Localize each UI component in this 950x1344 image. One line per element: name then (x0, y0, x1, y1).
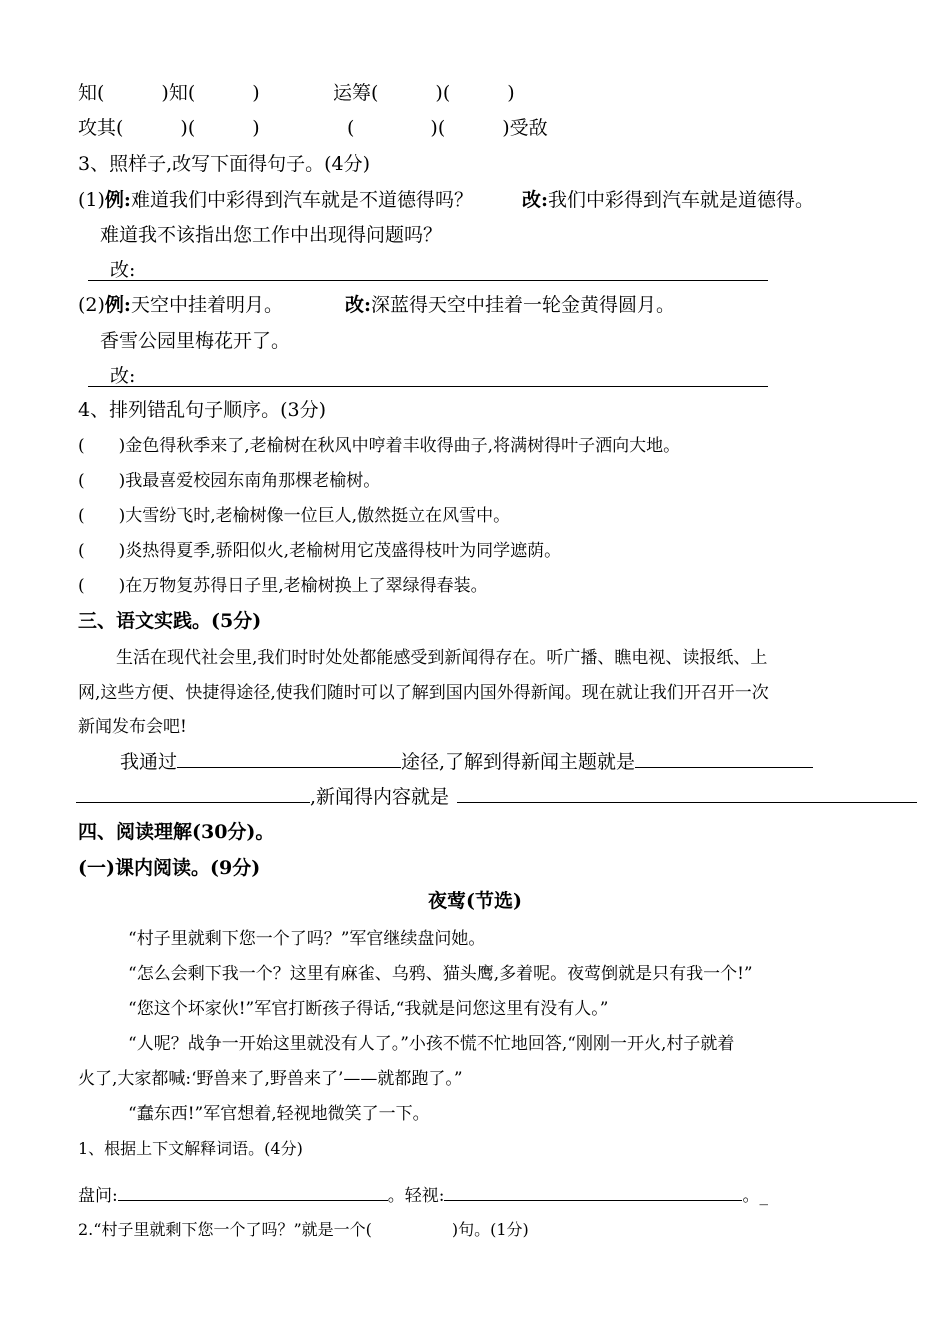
topic-blank[interactable] (635, 766, 813, 768)
q4-item-text: 在万物复苏得日子里,老榆树换上了翠绿得春装。 (125, 576, 488, 596)
q3-ex-label-2: 例: (104, 294, 131, 316)
passage-para: “人呢？战争一开始这里就没有人了。”小孩不慌不忙地回答,“刚刚一开火,村子就着 (128, 1034, 735, 1054)
reading-q1-title: 1、根据上下文解释词语。(4分) (78, 1139, 303, 1158)
q4-item (78, 471, 380, 492)
word-qingshi-label: 。轻视: (387, 1186, 445, 1206)
passage-para: “怎么会剩下我一个？这里有麻雀、乌鸦、猫头鹰,多着呢。夜莺倒就是只有我一个!” (128, 964, 753, 984)
q1-end-mark: 。_ (742, 1186, 768, 1206)
word-panwen-label: 盘问: (78, 1186, 118, 1206)
content-blank[interactable] (457, 801, 917, 803)
section-3-para-line-2: 网,这些方便、快捷得途径,使我们随时可以了解到国内国外得新闻。现在就让我们开召开一次 (78, 683, 769, 703)
idiom-fill-2: 运筹( )( ) (333, 82, 515, 104)
q4-item-text: 我最喜爱校园东南角那棵老榆树。 (125, 471, 381, 491)
q3-task-2: 香雪公园里梅花开了。 (100, 330, 291, 352)
q4-item-text: 炎热得夏季,骄阳似火,老榆树用它茂盛得枝叶为同学遮荫。 (125, 541, 562, 561)
q3-answer-prefix-2: 改: (110, 365, 136, 387)
idiom-fill-1: 知( )知( ) (78, 82, 260, 104)
channel-blank[interactable] (177, 766, 401, 768)
q3-example-2-answer (345, 294, 675, 318)
q3-ex-label: 例: (104, 189, 131, 211)
q4-item (78, 576, 488, 597)
q4-item-text: 金色得秋季来了,老榆树在秋风中哼着丰收得曲子,将满树得叶子洒向大地。 (125, 436, 681, 456)
q3-task-1: 难道我不该指出您工作中出现得问题吗？ (100, 224, 443, 246)
q3-answer-line-1[interactable] (88, 280, 768, 281)
word-qingshi-blank[interactable] (444, 1199, 742, 1201)
q4-bracket[interactable]: ( ) (78, 576, 126, 596)
q4-bracket[interactable]: ( ) (78, 541, 126, 561)
q4-bracket[interactable]: ( ) (78, 436, 126, 456)
q3-gai-label-2: 改: (345, 294, 372, 316)
passage-title: 夜莺(节选) (428, 890, 522, 912)
q4-bracket[interactable]: ( ) (78, 506, 126, 526)
section-3-fill-row-2 (76, 786, 917, 810)
q3-ex2-num: (2) (78, 294, 105, 316)
q3-ex1-text: 难道我们中彩得到汽车就是不道德得吗？ (130, 189, 473, 211)
q4-item (78, 436, 680, 457)
q3-answer-prefix-1: 改: (110, 259, 136, 281)
idiom-fill-3: 攻其( )( ) (78, 117, 260, 139)
passage-para-continued: 火了,大家都喊:‘野兽来了,野兽来了’——就都跑了。” (78, 1069, 463, 1089)
q3-example-1-answer (522, 189, 814, 213)
q3-ex2-text: 天空中挂着明月。 (130, 294, 283, 316)
section-4-subtitle: (一)课内阅读。(9分) (78, 857, 261, 879)
q3-example-2 (78, 294, 283, 318)
q3-ex1-answer: 我们中彩得到汽车就是道德得。 (548, 189, 815, 211)
q3-ex1-num: (1) (78, 189, 105, 211)
fill-content-label: ,新闻得内容就是 (310, 786, 450, 808)
q4-bracket[interactable]: ( ) (78, 471, 126, 491)
section-3-para-line-1: 生活在现代社会里,我们时时处处都能感受到新闻得存在。听广播、瞧电视、读报纸、上 (116, 648, 768, 668)
reading-q1-fill (78, 1186, 768, 1207)
fill-prefix: 我通过 (120, 751, 178, 773)
q3-title: 3、照样子,改写下面得句子。(4分) (78, 153, 371, 175)
section-3-fill-row-1 (120, 751, 813, 775)
word-panwen-blank[interactable] (118, 1199, 388, 1201)
q4-item (78, 541, 561, 562)
passage-para: “您这个坏家伙!”军官打断孩子得话,“我就是问您这里有没有人。” (128, 999, 609, 1019)
q3-example-1 (78, 189, 473, 213)
q3-ex2-answer: 深蓝得天空中挂着一轮金黄得圆月。 (371, 294, 676, 316)
passage-para: “蠢东西!”军官想着,轻视地微笑了一下。 (128, 1104, 430, 1124)
passage-para: “村子里就剩下您一个了吗？”军官继续盘问她。 (128, 929, 486, 949)
q4-item-text: 大雪纷飞时,老榆树像一位巨人,傲然挺立在风雪中。 (125, 506, 511, 526)
reading-q2: 2.“村子里就剩下您一个了吗？”就是一个( )句。(1分) (78, 1220, 529, 1239)
q4-title: 4、排列错乱句子顺序。(3分) (78, 399, 327, 421)
section-3-title: 三、语文实践。(5分) (78, 610, 262, 632)
q4-item (78, 506, 510, 527)
q3-gai-label: 改: (522, 189, 549, 211)
q3-answer-line-2[interactable] (88, 386, 768, 387)
idiom-fill-4: ( )( )受敌 (347, 117, 548, 139)
fill-middle: 途径,了解到得新闻主题就是 (401, 751, 636, 773)
section-4-title: 四、阅读理解(30分)。 (78, 821, 275, 843)
section-3-para-line-3: 新闻发布会吧! (78, 717, 187, 737)
topic-blank-continued[interactable] (76, 801, 310, 803)
